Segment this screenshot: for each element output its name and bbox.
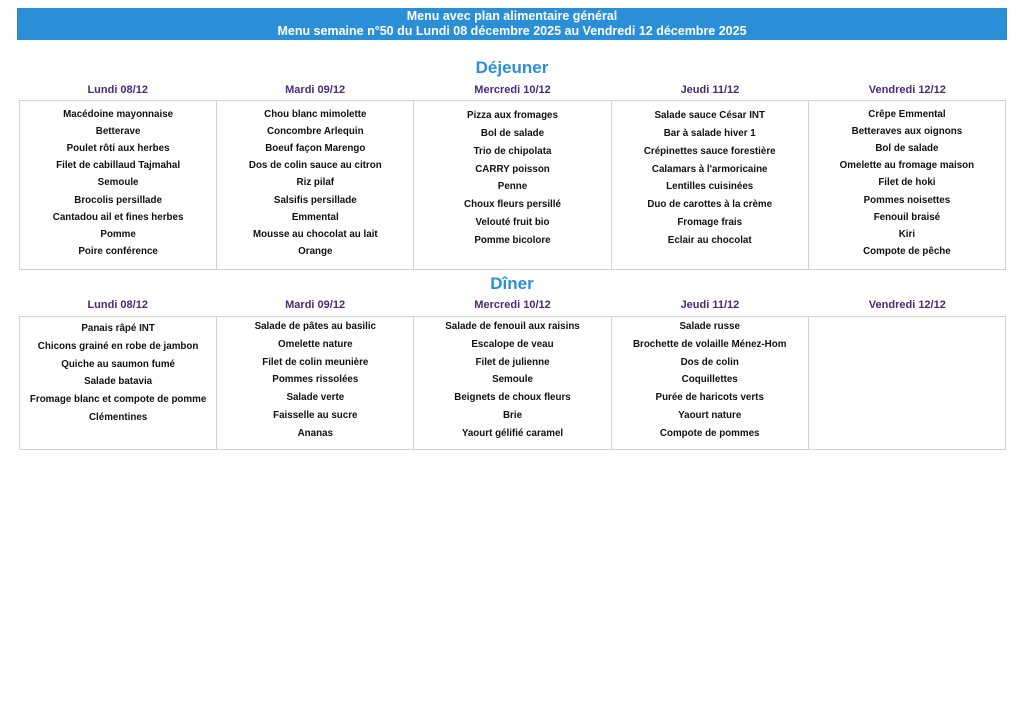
menu-item: Brie bbox=[502, 409, 523, 421]
day-column bbox=[611, 101, 808, 269]
menu-item: Duo de carottes à la crème bbox=[647, 199, 773, 211]
menu-item: Filet de hoki bbox=[878, 177, 936, 189]
menu-item: Salsifis persillade bbox=[273, 194, 357, 206]
menu-item: Salade verte bbox=[286, 392, 345, 404]
menu-item: Poire conférence bbox=[78, 245, 158, 257]
menu-item: CARRY poisson bbox=[475, 163, 550, 175]
menu-item: Coquillettes bbox=[681, 374, 738, 386]
menu-item: Panais râpé INT bbox=[81, 323, 155, 334]
day-header: Mercredi 10/12 bbox=[474, 84, 551, 96]
menu-item: Velouté fruit bio bbox=[475, 216, 550, 228]
menu-item: Kiri bbox=[898, 228, 916, 240]
day-column bbox=[413, 317, 610, 449]
day-header: Jeudi 11/12 bbox=[680, 299, 740, 311]
menu-item: Yaourt gélifié caramel bbox=[461, 427, 564, 439]
menu-item: Salade sauce César INT bbox=[654, 110, 765, 122]
day-header: Mardi 09/12 bbox=[285, 299, 346, 311]
menu-item: Macédoine mayonnaise bbox=[63, 109, 174, 121]
day-column bbox=[19, 101, 216, 269]
day-header: Jeudi 11/12 bbox=[680, 84, 740, 96]
menu-item: Salade batavia bbox=[84, 376, 153, 388]
menu-item: Riz pilaf bbox=[296, 177, 335, 189]
menu-item: Semoule bbox=[492, 374, 533, 386]
menu-item: Omelette au fromage maison bbox=[839, 160, 975, 172]
section-title-diner: Dîner bbox=[490, 274, 534, 293]
day-column bbox=[413, 101, 610, 269]
menu-item: Eclair au chocolat bbox=[667, 234, 752, 246]
menu-item: Omelette nature bbox=[278, 338, 353, 350]
day-headers-dejeuner bbox=[19, 84, 1006, 96]
menu-item: Filet de julienne bbox=[475, 356, 550, 368]
menu-item: Bol de salade bbox=[875, 143, 939, 155]
day-column bbox=[808, 317, 1006, 449]
menu-item: Pomme bicolore bbox=[474, 234, 551, 246]
day-headers-diner bbox=[19, 299, 1006, 311]
menu-item: Filet de colin meunière bbox=[262, 356, 369, 368]
day-header: Lundi 08/12 bbox=[87, 299, 148, 311]
menu-item: Cantadou ail et fines herbes bbox=[52, 211, 184, 223]
menu-item: Compote de pêche bbox=[863, 245, 951, 257]
menu-item: Crépinettes sauce forestière bbox=[643, 145, 776, 157]
menu-item: Orange bbox=[298, 245, 333, 257]
menu-item: Concombre Arlequin bbox=[267, 126, 364, 138]
menu-item: Pommes rissolées bbox=[272, 374, 359, 386]
menu-item: Pomme bbox=[100, 228, 136, 240]
menu-item: Mousse au chocolat au lait bbox=[252, 228, 378, 240]
day-header: Vendredi 12/12 bbox=[868, 299, 946, 311]
menu-grid-diner bbox=[19, 316, 1006, 450]
day-header: Mardi 09/12 bbox=[285, 84, 346, 96]
menu-item: Brochette de volaille Ménez-Hom bbox=[632, 338, 787, 350]
menu-item: Penne bbox=[497, 181, 528, 193]
day-column bbox=[19, 317, 216, 449]
menu-item: Salade de pâtes au basilic bbox=[254, 321, 377, 332]
menu-item: Escalope de veau bbox=[471, 338, 554, 350]
menu-item: Dos de colin sauce au citron bbox=[248, 160, 382, 172]
menu-item: Trio de chipolata bbox=[473, 145, 552, 157]
menu-header-banner bbox=[17, 8, 1007, 40]
menu-item: Semoule bbox=[97, 177, 139, 189]
menu-item: Salade de fenouil aux raisins bbox=[445, 321, 580, 332]
menu-header-title: Menu avec plan alimentaire général bbox=[406, 9, 618, 23]
menu-item: Brocolis persillade bbox=[74, 194, 162, 206]
menu-item: Poulet rôti aux herbes bbox=[66, 143, 170, 155]
day-header: Mercredi 10/12 bbox=[474, 299, 551, 311]
menu-item: Fromage blanc et compote de pomme bbox=[29, 394, 207, 406]
menu-item: Pommes noisettes bbox=[863, 194, 951, 206]
menu-item: Fromage frais bbox=[677, 216, 743, 228]
menu-item: Compote de pommes bbox=[659, 427, 760, 439]
menu-item: Salade russe bbox=[679, 321, 740, 332]
menu-item: Lentilles cuisinées bbox=[666, 181, 754, 193]
menu-item: Bol de salade bbox=[480, 128, 545, 139]
menu-item: Bar à salade hiver 1 bbox=[663, 128, 756, 139]
menu-item: Fenouil braisé bbox=[873, 211, 941, 223]
day-column bbox=[216, 317, 413, 449]
menu-item: Dos de colin bbox=[680, 356, 739, 368]
menu-item: Chicons grainé en robe de jambon bbox=[37, 340, 199, 352]
menu-item: Crêpe Emmental bbox=[868, 109, 946, 121]
menu-item: Chou blanc mimolette bbox=[264, 109, 367, 121]
menu-item: Yaourt nature bbox=[678, 409, 742, 421]
menu-item: Ananas bbox=[297, 427, 333, 439]
menu-item: Beignets de choux fleurs bbox=[454, 392, 571, 404]
menu-header-week: Menu semaine n°50 du Lundi 08 décembre 2025 au Vendredi 12 décembre 2025 bbox=[277, 24, 747, 38]
menu-item: Clémentines bbox=[88, 411, 148, 423]
menu-item: Boeuf façon Marengo bbox=[265, 143, 366, 155]
menu-item: Filet de cabillaud Tajmahal bbox=[56, 160, 181, 172]
menu-item: Calamars à l'armoricaine bbox=[651, 163, 768, 175]
menu-item: Faisselle au sucre bbox=[273, 409, 358, 421]
day-column bbox=[611, 317, 808, 449]
menu-grid-dejeuner bbox=[19, 100, 1006, 270]
menu-item: Pizza aux fromages bbox=[467, 110, 558, 122]
day-header: Vendredi 12/12 bbox=[868, 84, 946, 96]
menu-item: Quiche au saumon fumé bbox=[61, 358, 175, 370]
menu-item: Choux fleurs persillé bbox=[464, 199, 561, 211]
menu-item: Betterave bbox=[95, 126, 141, 138]
day-column bbox=[216, 101, 413, 269]
menu-item: Emmental bbox=[291, 211, 339, 223]
menu-item: Purée de haricots verts bbox=[655, 392, 764, 404]
day-header: Lundi 08/12 bbox=[87, 84, 148, 96]
menu-item: Betteraves aux oignons bbox=[851, 126, 963, 138]
day-column bbox=[808, 101, 1006, 269]
section-title-dejeuner: Déjeuner bbox=[475, 58, 549, 77]
